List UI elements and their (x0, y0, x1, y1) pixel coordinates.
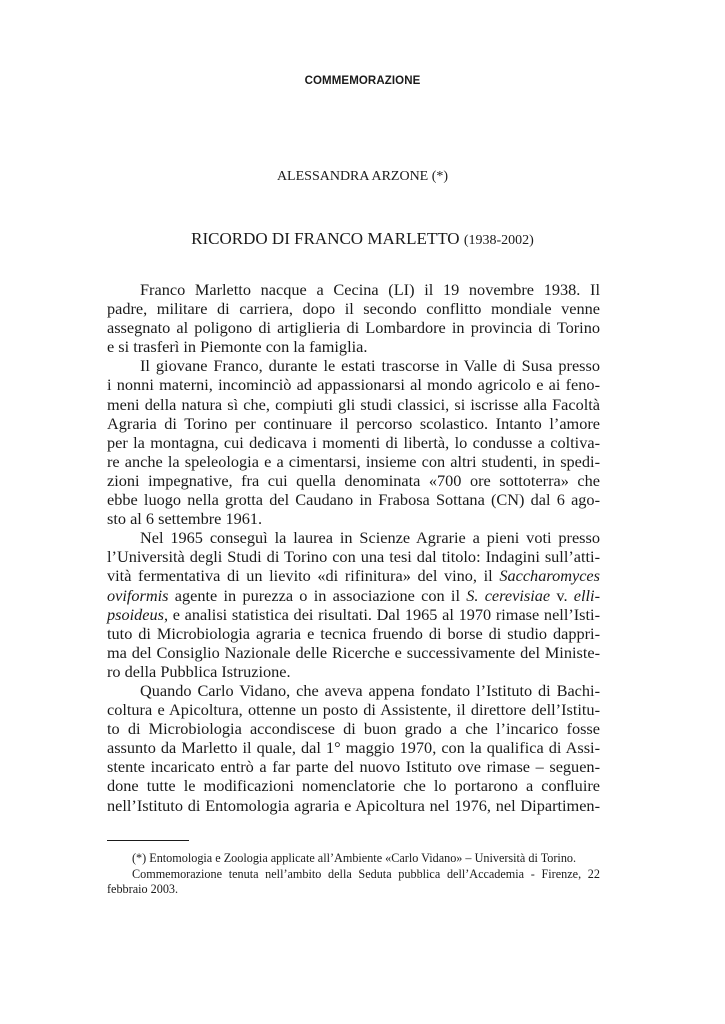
text-line: per la montagna, cui dedicava i momenti di libertà, lo condusse a coltiva- (107, 432, 600, 452)
text-line: Il giovane Franco, durante le estati trascorse in Valle di Susa presso (140, 356, 600, 376)
text-run: agente in purezza o in associazione con il (174, 585, 460, 605)
text-line (107, 605, 600, 624)
footnote-text: Commemorazione tenuta nell’ambito della Seduta pubblica dell’Accademia - Firenze, 22 (132, 866, 600, 881)
species-name: S. cerevisiae (466, 585, 551, 605)
text-line: tuto di Microbiologia agraria e tecnica fruendo di borse di studio dappri- (107, 623, 600, 643)
species-name: Saccharomyces (499, 566, 600, 586)
text-run: , e analisi statistica dei risultati. Dal 1965 al 1970 rimase nell’Isti- (163, 604, 600, 624)
text-line: assegnato al poligono di artiglieria di Lombardore in provincia di Torino (107, 318, 600, 338)
text-line: ma del Consiglio Nazionale delle Ricerche e successivamente del Ministe- (107, 642, 600, 662)
article-title (0, 229, 725, 249)
title-main: RICORDO DI FRANCO MARLETTO (191, 229, 460, 248)
text-line: Franco Marletto nacque a Cecina (LI) il 19 novembre 1938. Il (140, 280, 600, 299)
species-name: oviformis (107, 585, 169, 605)
text-line: assunto da Marletto il quale, dal 1° maggio 1970, con la qualifica di Assi- (107, 738, 600, 758)
title-years: (1938-2002) (463, 233, 534, 248)
text-line: zioni impegnative, fra cui quella denominata «700 ore sottoterra» che (107, 470, 600, 490)
text-line: stente incaricato entrò a far parte del nuovo Istituto ove rimase – seguen- (107, 757, 600, 777)
species-name: psoideus (107, 604, 164, 624)
text-line: ebbe luogo nella grotta del Caudano in Frabosa Sottana (CN) dal 6 ago- (107, 490, 600, 510)
footnote-rule (107, 840, 189, 841)
text-line: done tutte le modificazioni nomenclatorie che lo portarono a confluire (107, 776, 600, 796)
text-line: l’Università degli Studi di Torino con una tesi dal titolo: Indagini sull’atti- (107, 547, 600, 567)
text-line: e si trasferì in Piemonte con la famiglia. (107, 337, 368, 357)
species-name: elli- (573, 585, 600, 605)
running-header: COMMEMORAZIONE (304, 75, 421, 87)
article-body (107, 280, 600, 815)
text-run: vità fermentativa di un lievito «di rifinitura» del vino, il (107, 566, 493, 586)
footnote-text: febbraio 2003. (107, 882, 179, 896)
text-line: Agraria di Torino per continuare il percorso scolastico. Intanto l’amore (107, 413, 600, 433)
text-line: re anche la speleologia e a cimentarsi, insieme con altri studenti, in spedi- (107, 451, 600, 471)
text-line: sto al 6 settembre 1961. (107, 509, 263, 529)
text-line: Quando Carlo Vidano, che aveva appena fondato l’Istituto di Bachi- (140, 680, 600, 700)
text-line: Nel 1965 conseguì la laurea in Scienze Agrarie a pieni voti presso (140, 528, 600, 548)
text-run: v. (556, 585, 568, 605)
text-line: ro della Pubblica Istruzione. (107, 661, 291, 681)
text-line: meni della natura sì che, compiuti gli studi classici, si iscrisse alla Facoltà (107, 394, 600, 414)
author-name: ALESSANDRA ARZONE (*) (276, 169, 449, 184)
text-line: nell’Istituto di Entomologia agraria e Apicoltura nel 1976, nel Dipartimen- (107, 795, 600, 815)
text-line: i nonni materni, incominciò ad appassionarsi al mondo agricolo e ai feno- (107, 375, 600, 395)
text-line (107, 586, 600, 605)
text-line: coltura e Apicoltura, ottenne un posto di Assistente, il direttore dell’Istitu- (107, 700, 600, 720)
text-line: to di Microbiologia accondiscese di buon grado a che l’incarico fosse (107, 719, 600, 739)
footnotes (107, 851, 600, 898)
text-line (107, 566, 600, 585)
text-line: padre, militare di carriera, dopo il secondo conflitto mondiale venne (107, 299, 600, 319)
footnote-text: (*) Entomologia e Zoologia applicate all’Ambiente «Carlo Vidano» – Università di Torino. (132, 851, 577, 865)
